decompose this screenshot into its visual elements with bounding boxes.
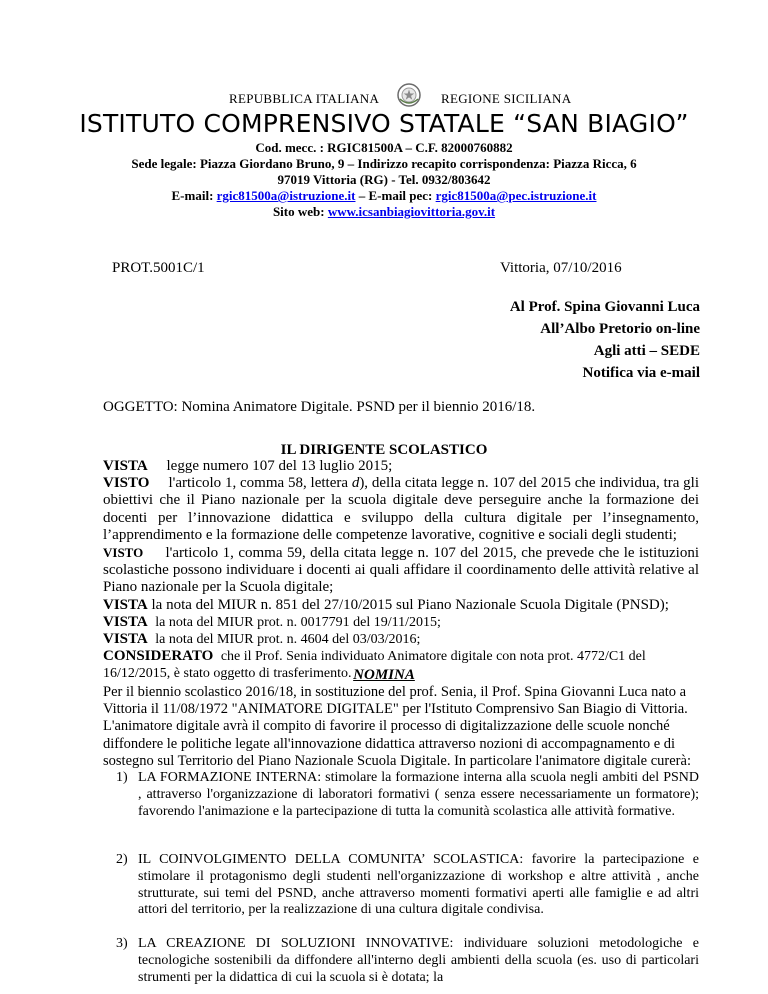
school-codes: Cod. mecc. : RGIC81500A – C.F. 82000760882 (255, 140, 513, 155)
recital-vista-law: VISTA legge numero 107 del 13 luglio 2015; (103, 458, 393, 474)
school-address: Sede legale: Piazza Giordano Bruno, 9 – Indirizzo recapito corrispondenza: Piazza Ricca, 6 (131, 156, 637, 171)
recital-vista-nota-851: VISTA la nota del MIUR n. 851 del 27/10/2015 sul Piano Nazionale Scuola Digitale (PNSD); (103, 596, 669, 613)
recipient-3: Agli atti – SEDE (593, 343, 700, 359)
website-line: Sito web: www.icsanbiagiovittoria.gov.it (272, 204, 496, 219)
recital-vista-nota-17791: VISTA la nota del MIUR prot. n. 0017791 del 19/11/2015; (103, 613, 441, 630)
recipient-1: Al Prof. Spina Giovanni Luca (509, 299, 700, 315)
list-item: 3) LA CREAZIONE DI SOLUZIONI INNOVATIVE: individuare soluzioni metodologiche e tecnologiche sostenibili da diffondere all'interno degli ambienti della scuola (es. uso di particolari strumenti per la didattica di cui la scuola si è dotata; la (116, 936, 699, 985)
website-link[interactable]: www.icsanbiagiovittoria.gov.it (327, 204, 496, 219)
letter-date: Vittoria, 07/10/2016 (500, 260, 622, 276)
list-item: 2) IL COINVOLGIMENTO DELLA COMUNITA’ SCOLASTICA: favorire la partecipazione e stimolare il protagonismo degli studenti nell'organizzazione di workshop e altre attività , anche strutturate, sui temi del PSND, anche attraverso momenti formativi aperti alle famiglie e ad altri attori del territorio, per la realizzazione di una cultura digitale condivisa. (116, 852, 699, 918)
email-link[interactable]: rgic81500a@istruzione.it (216, 188, 356, 203)
pec-email-link[interactable]: rgic81500a@pec.istruzione.it (435, 188, 597, 203)
recitals (103, 458, 699, 683)
protocol-number: PROT.5001C/1 (112, 260, 205, 276)
recital-visto-comma58: VISTO l'articolo 1, comma 58, lettera d), della citata legge n. 107 del 2015 che individua, tra gli obiettivi che il Piano nazionale per la scuola digitale deve perseguire anche la formazione dei docenti per l’innovazione didattica e sviluppo della cultura digitale per l’insegnamento, l’apprendimento e la formazione delle competenze lavorative, cognitive e sociali degli studenti; (103, 475, 700, 543)
school-name: ISTITUTO COMPRENSIVO STATALE “SAN BIAGIO” (79, 109, 689, 138)
subject-line: OGGETTO: Nomina Animatore Digitale. PSND per il biennio 2016/18. (103, 399, 536, 415)
recipient-2: All’Albo Pretorio on-line (540, 321, 700, 337)
region-label: REGIONE SICILIANA (441, 91, 572, 106)
nomina-heading: NOMINA (353, 667, 415, 683)
italian-republic-emblem-icon (396, 82, 422, 108)
recital-vista-nota-4604: VISTA la nota del MIUR prot. n. 4604 del 03/03/2016; (103, 631, 421, 648)
school-city-phone: 97019 Vittoria (RG) - Tel. 0932/803642 (277, 172, 491, 187)
email-line: E-mail: rgic81500a@istruzione.it – E-mail pec: rgic81500a@pec.istruzione.it (171, 188, 597, 203)
list-item: 1) LA FORMAZIONE INTERNA: stimolare la formazione interna alla scuola negli ambiti del PSND , attraverso l'organizzazione di laboratori formativi ( senza essere necessariamente un formatore); favorendo l'animazione e la partecipazione di tutta la comunità scolastica alle attività formative. (116, 770, 699, 819)
recital-visto-comma59: VISTO l'articolo 1, comma 59, della citata legge n. 107 del 2015, che prevede che le istituzioni scolastiche possono individuare i docenti ai quali affidare il coordinamento delle attività relative al Piano nazionale per la Scuola digitale; (103, 545, 699, 596)
recital-considerato: CONSIDERATO che il Prof. Senia individuato Animatore digitale con nota prot. 4772/C1 del 16/12/2015, è stato oggetto di trasferimento. (103, 648, 646, 682)
appointment-body: Per il biennio scolastico 2016/18, in sostituzione del prof. Senia, il Prof. Spina Giovanni Luca nato a Vittoria il 11/08/1972 "ANIMATORE DIGITALE" per l'Istituto Comprensivo San Biagio di Vittoria. L'animatore digitale avrà il compito di favorire il processo di digitalizzazione delle scuole nonché diffondere le politiche legate all'innovazione didattica attraverso nozioni di accompagnamento e di sostegno sul Territorio del Piano Nazionale Scuola Digitale. In particolare l'animatore digitale curerà: (103, 684, 691, 769)
republic-label: REPUBBLICA ITALIANA (229, 91, 380, 106)
recipient-4: Notifica via e-mail (582, 365, 700, 381)
issuer-heading: IL DIRIGENTE SCOLASTICO (280, 442, 488, 458)
